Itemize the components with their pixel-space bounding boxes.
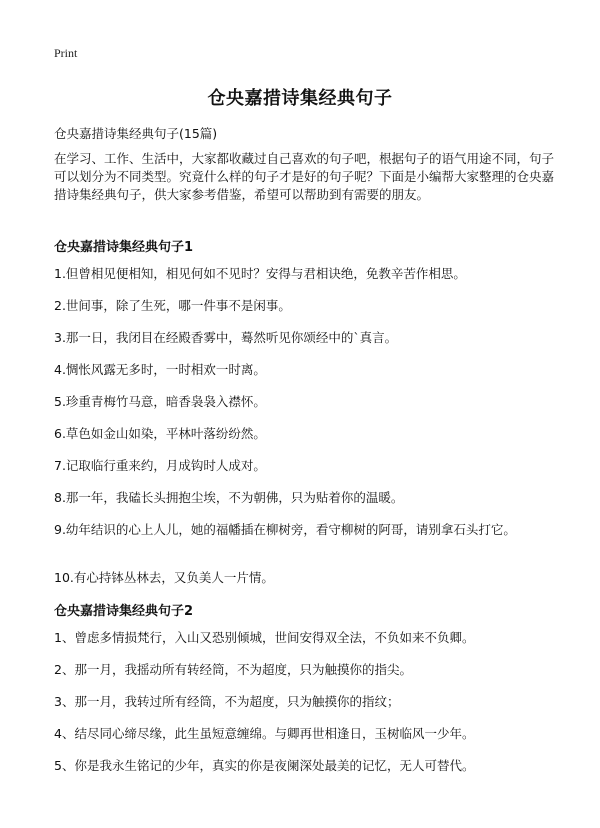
- list-item: 8.那一年，我磕长头拥抱尘埃，不为朝佛，只为贴着你的温暖。: [54, 490, 404, 505]
- list-item: 3.那一日，我闭目在经殿香雾中，蓦然听见你颂经中的`真言。: [54, 330, 398, 345]
- list-item: 4.惆怅风露无多时，一时相欢一时离。: [54, 362, 266, 377]
- print-link[interactable]: Print: [54, 46, 78, 60]
- list-item: 1、曾虑多情损梵行，入山又恐别倾城，世间安得双全法，不负如来不负卿。: [54, 630, 475, 645]
- page-title: 仓央嘉措诗集经典句子: [207, 88, 393, 109]
- list-item: 5.珍重青梅竹马意，暗香袅袅入襟怀。: [54, 394, 266, 409]
- list-item: 4、结尽同心缔尽缘，此生虽短意缠绵。与卿再世相逢日，玉树临风一少年。: [54, 726, 475, 741]
- section-heading: 仓央嘉措诗集经典句子1: [54, 240, 194, 255]
- list-item: 9.幼年结识的心上人儿，她的福幡插在柳树旁，看守柳树的阿哥，请别拿石头打它。: [54, 522, 516, 537]
- list-item: 6.草色如金山如染，平林叶落纷纷然。: [54, 426, 266, 441]
- list-item: 2、那一月，我摇动所有转经筒，不为超度，只为触摸你的指尖。: [54, 662, 412, 677]
- list-item: 3、那一月，我转过所有经筒，不为超度，只为触摸你的指纹；: [54, 694, 400, 709]
- list-item: 2.世间事，除了生死，哪一件事不是闲事。: [54, 298, 291, 313]
- document-subtitle: 仓央嘉措诗集经典句子(15篇): [54, 126, 218, 141]
- section-heading: 仓央嘉措诗集经典句子2: [54, 604, 194, 619]
- list-item: 10.有心持钵丛林去，又负美人一片情。: [54, 570, 274, 585]
- list-item: 1.但曾相见便相知，相见何如不见时？安得与君相诀绝，免教辛苦作相思。: [54, 266, 466, 281]
- list-item: 7.记取临行重来约，月成钩时人成对。: [54, 458, 266, 473]
- list-item: 5、你是我永生铭记的少年，真实的你是夜阑深处最美的记忆，无人可替代。: [54, 758, 475, 773]
- intro-paragraph: 在学习、工作、生活中，大家都收藏过自己喜欢的句子吧，根据句子的语气用途不同，句子可以划分为不同类型。究竟什么样的句子才是好的句子呢？下面是小编帮大家整理的仓央嘉措诗集经典句子，供大家参考借鉴，希望可以帮助到有需要的朋友。: [54, 151, 555, 202]
